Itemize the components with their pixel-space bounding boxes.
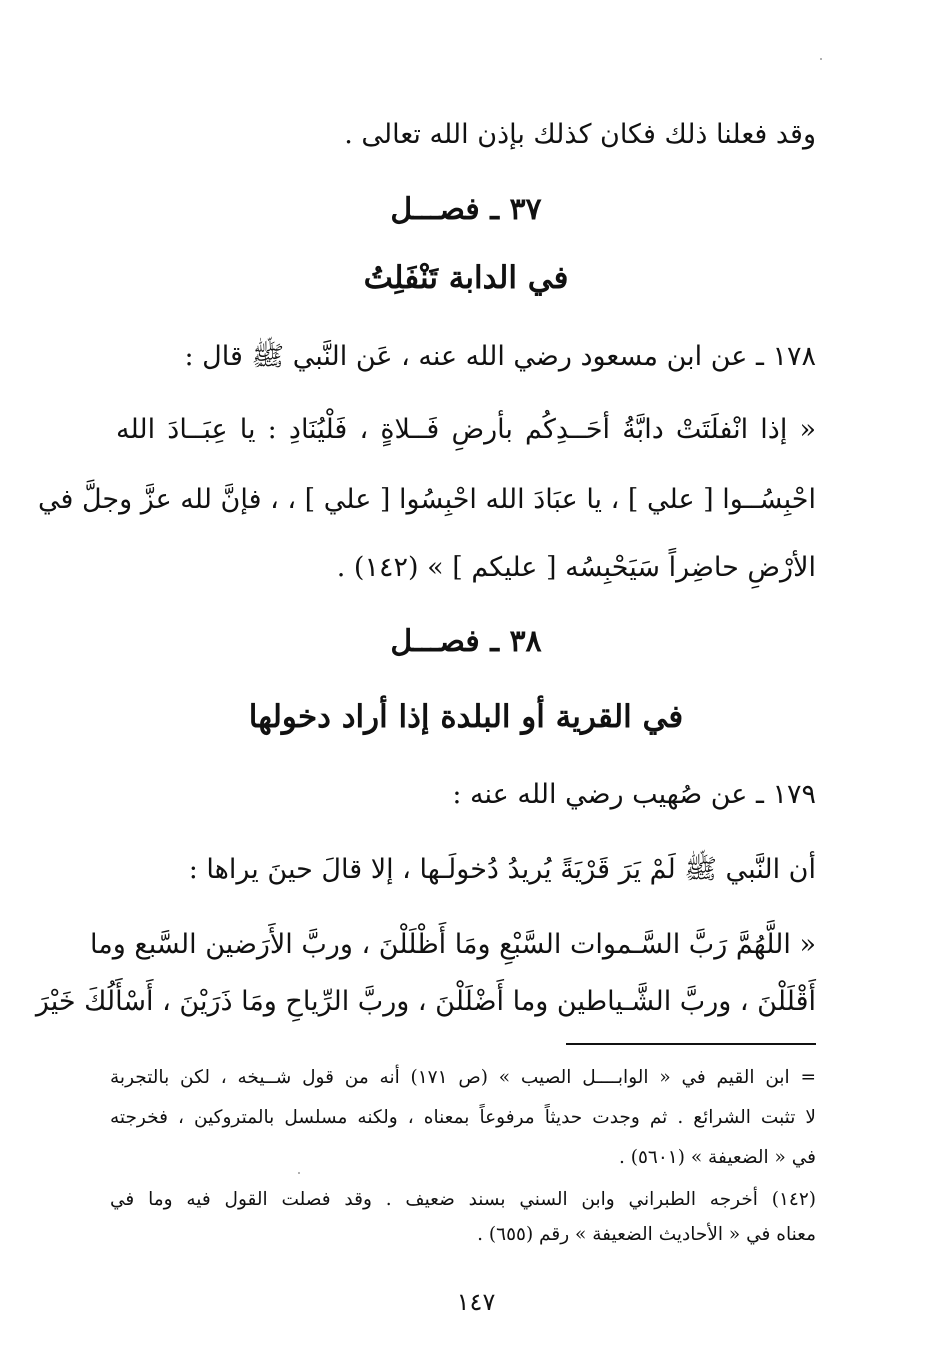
footnote-142-line-2: معناه في « الأحاديث الضعيفة » رقم (٦٥٥) . xyxy=(477,1224,816,1245)
scan-speck xyxy=(820,58,822,60)
page-number: ١٤٧ xyxy=(456,1288,496,1316)
section-38-heading: ٣٨ ـ فصـــل xyxy=(390,624,542,659)
footnote-separator xyxy=(566,1043,816,1045)
footnote-continued-line-1: = ابن القيم في « الوابــــل الصيب » (ص ١٧١) أنه من قول شــيخه ، لكن بالتجربة xyxy=(110,1067,816,1088)
hadith-178-line-3: احْبِسُــوا [ علي ] ، يا عبَادَ الله احْبِسُوا [ علي ] ، ، فإنَّ لله عزَّ وجلَّ في xyxy=(37,484,816,515)
scan-speck xyxy=(298,1172,300,1174)
hadith-178-line-2: « إذا انْفلَتَتْ دابَّةُ أحَــدِكُم بأرضِ فَــلاةٍ ، فَلْيُنَادِ : يا عِبَــادَ الله xyxy=(116,414,816,445)
section-37-heading: ٣٧ ـ فصـــل xyxy=(390,192,542,227)
hadith-179-line-2: أن النَّبي ﷺ لَمْ يَرَ قَرْيَةً يُريدُ دُخولَـها ، إلا قالَ حينَ يراها : xyxy=(188,854,816,885)
footnote-continued-line-2: لا تثبت الشرائع . ثم وجدت حديثاً مرفوعاً بمعناه ، ولكنه مسلسل بالمتروكين ، فخرجته xyxy=(110,1107,816,1128)
hadith-179-line-1: ١٧٩ ـ عن صُهيب رضي الله عنه : xyxy=(452,779,816,810)
hadith-179-line-4: أَقْلَلْنَ ، وربَّ الشَّـياطين وما أَضْلَلْنَ ، وربَّ الرِّياحِ ومَا ذَرَيْنَ ، أَسْأَلُكَ خَيْرَ xyxy=(35,986,816,1017)
hadith-178-line-4: الأرْضِ حاضِراً سَيَحْبِسُه [ عليكم ] » (١٤٢) . xyxy=(336,552,816,583)
hadith-179-line-3: « اللَّهُمَّ رَبَّ السَّـموات السَّبْعِ ومَا أَظْلَلْنَ ، وربَّ الأَرَضين السَّبع وما xyxy=(90,929,816,960)
section-37-title: في الدابة تَنْفَلِتُ xyxy=(363,260,569,296)
footnote-continued-line-3: في « الضعيفة » (٥٦٠١) . xyxy=(619,1147,816,1168)
intro-line: وقد فعلنا ذلك فكان كذلك بإذن الله تعالى . xyxy=(344,119,816,150)
footnote-142-line-1: (١٤٢) أخرجه الطبراني وابن السني بسند ضعيف . وقد فصلت القول فيه وما في xyxy=(110,1189,816,1210)
hadith-178-line-1: ١٧٨ ـ عن ابن مسعود رضي الله عنه ، عَن النَّبي ﷺ قال : xyxy=(184,341,816,372)
section-38-title: في القرية أو البلدة إذا أراد دخولها xyxy=(248,699,684,735)
